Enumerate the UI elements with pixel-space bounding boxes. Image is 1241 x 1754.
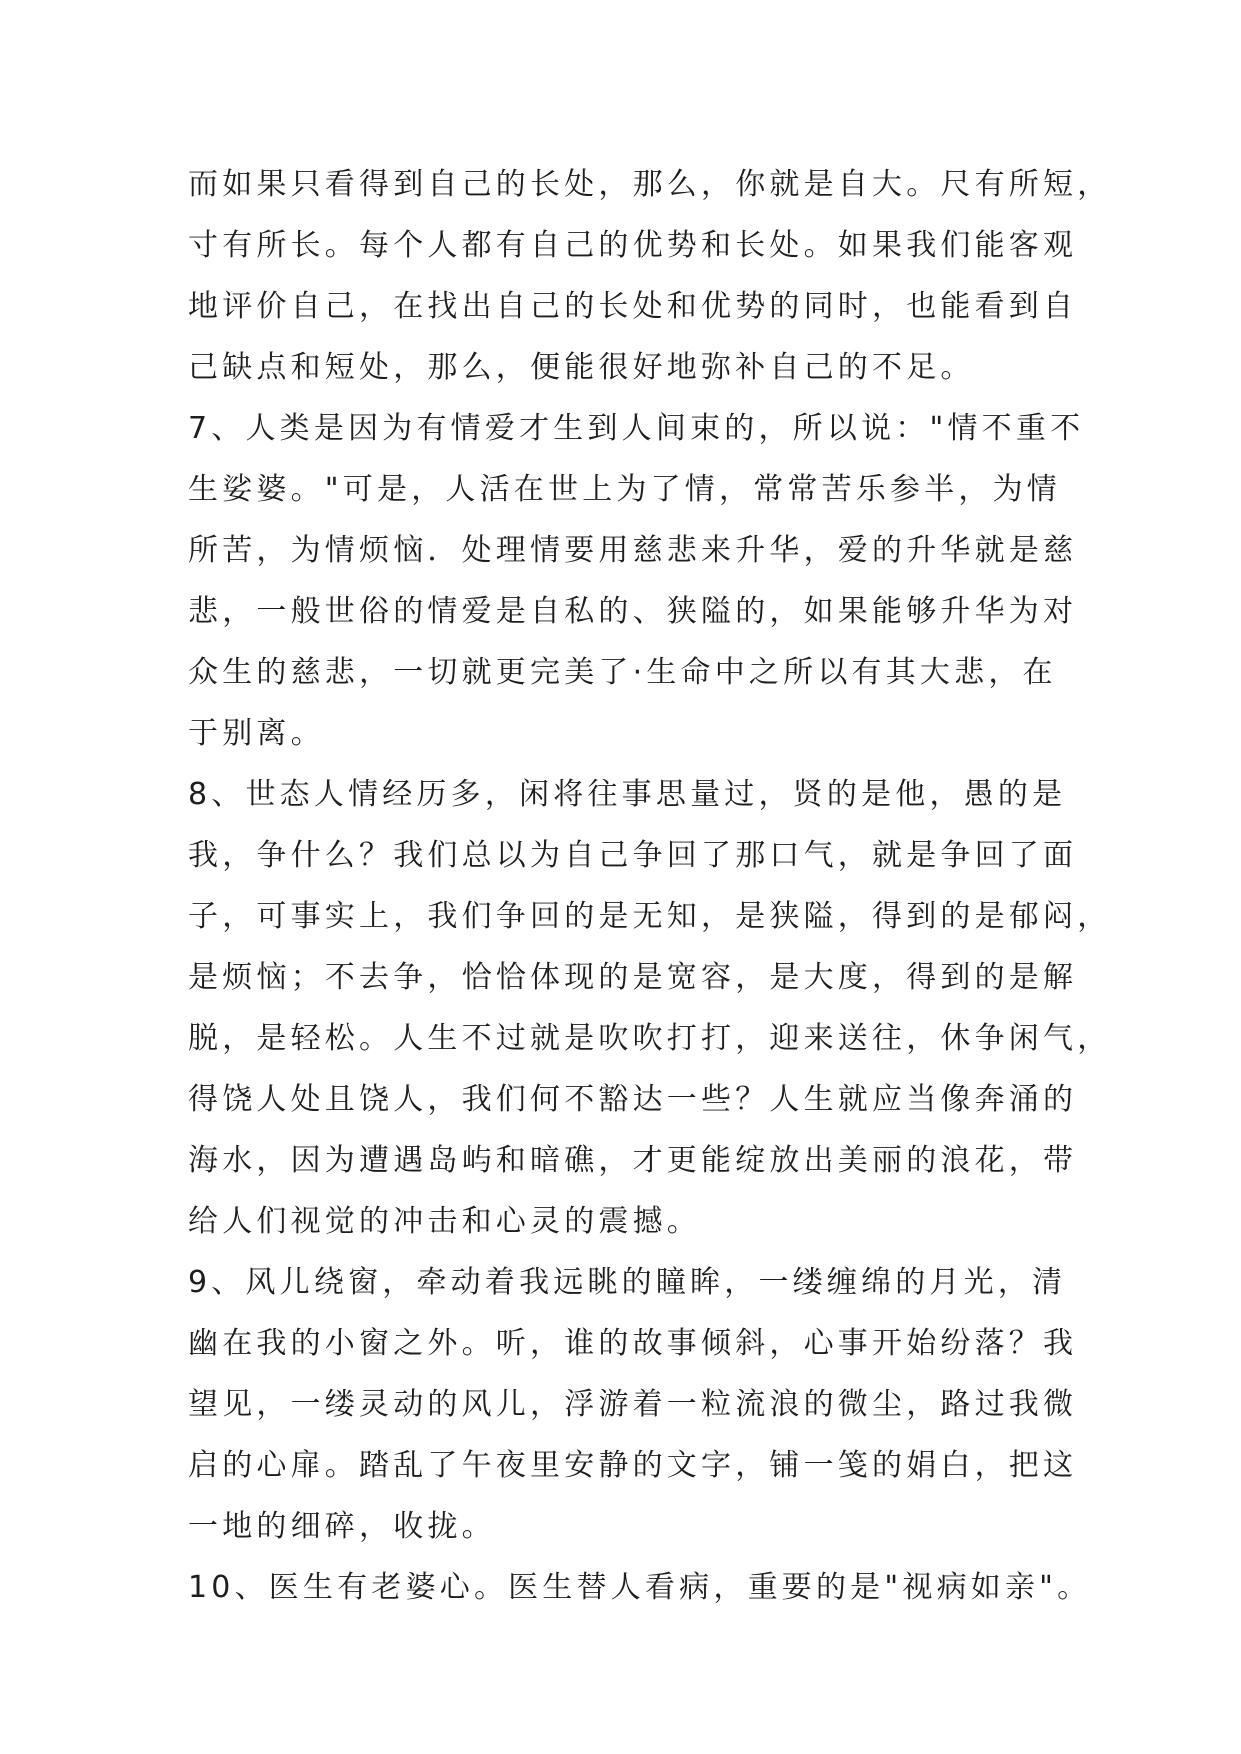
text-line: 悲，一般世俗的情爱是自私的、狭隘的，如果能够升华为对 xyxy=(188,594,1078,629)
paragraph-8-line: 8、世态人情经历多，闲将往事思量过，贤的是他，愚的是 xyxy=(188,777,1067,812)
text-line: 启的心扉。踏乱了午夜里安静的文字，铺一笺的娟白，把这 xyxy=(188,1448,1078,1483)
text-line: 给人们视觉的冲击和心灵的震撼。 xyxy=(188,1204,701,1239)
text-line: 生娑婆。"可是，人活在世上为了情，常常苦乐参半，为情 xyxy=(188,472,1061,507)
text-line: 海水，因为遭遇岛屿和暗礁，才更能绽放出美丽的浪花，带 xyxy=(188,1143,1078,1178)
text-line: 而如果只看得到自己的长处，那么，你就是自大。尺有所短， xyxy=(188,167,1112,202)
text-line: 我，争什么？我们总以为自己争回了那口气，就是争回了面 xyxy=(188,838,1078,873)
paragraph-7-line: 7、人类是因为有情爱才生到人间束的，所以说："情不重不 xyxy=(188,411,1085,446)
text-line: 寸有所长。每个人都有自己的优势和长处。如果我们能客观 xyxy=(188,228,1078,263)
text-line: 于别离。 xyxy=(188,716,325,751)
text-line: 地评价自己，在找出自己的长处和优势的同时，也能看到自 xyxy=(188,289,1078,324)
text-line: 脱，是轻松。人生不过就是吹吹打打，迎来送往，休争闲气， xyxy=(188,1021,1112,1056)
text-line: 一地的细碎，收拢。 xyxy=(188,1509,496,1544)
text-line: 幽在我的小窗之外。听，谁的故事倾斜，心事开始纷落？我 xyxy=(188,1326,1078,1361)
text-line: 是烦恼；不去争，恰恰体现的是宽容，是大度，得到的是解 xyxy=(188,960,1078,995)
text-line: 所苦，为情烦恼．处理情要用慈悲来升华，爱的升华就是慈 xyxy=(188,533,1078,568)
text-line: 子，可事实上，我们争回的是无知，是狭隘，得到的是郁闷， xyxy=(188,899,1112,934)
text-line: 得饶人处且饶人，我们何不豁达一些？人生就应当像奔涌的 xyxy=(188,1082,1078,1117)
text-line: 己缺点和短处，那么，便能很好地弥补自己的不足。 xyxy=(188,350,975,385)
text-line: 望见，一缕灵动的风儿，浮游着一粒流浪的微尘，路过我微 xyxy=(188,1387,1078,1422)
text-line: 众生的慈悲，一切就更完美了·生命中之所以有其大悲，在 xyxy=(188,655,1057,690)
paragraph-10-line: 10、医生有老婆心。医生替人看病，重要的是"视病如亲"。 xyxy=(188,1570,1092,1605)
paragraph-9-line: 9、风儿绕窗，牵动着我远眺的瞳眸，一缕缠绵的月光，清 xyxy=(188,1265,1067,1300)
